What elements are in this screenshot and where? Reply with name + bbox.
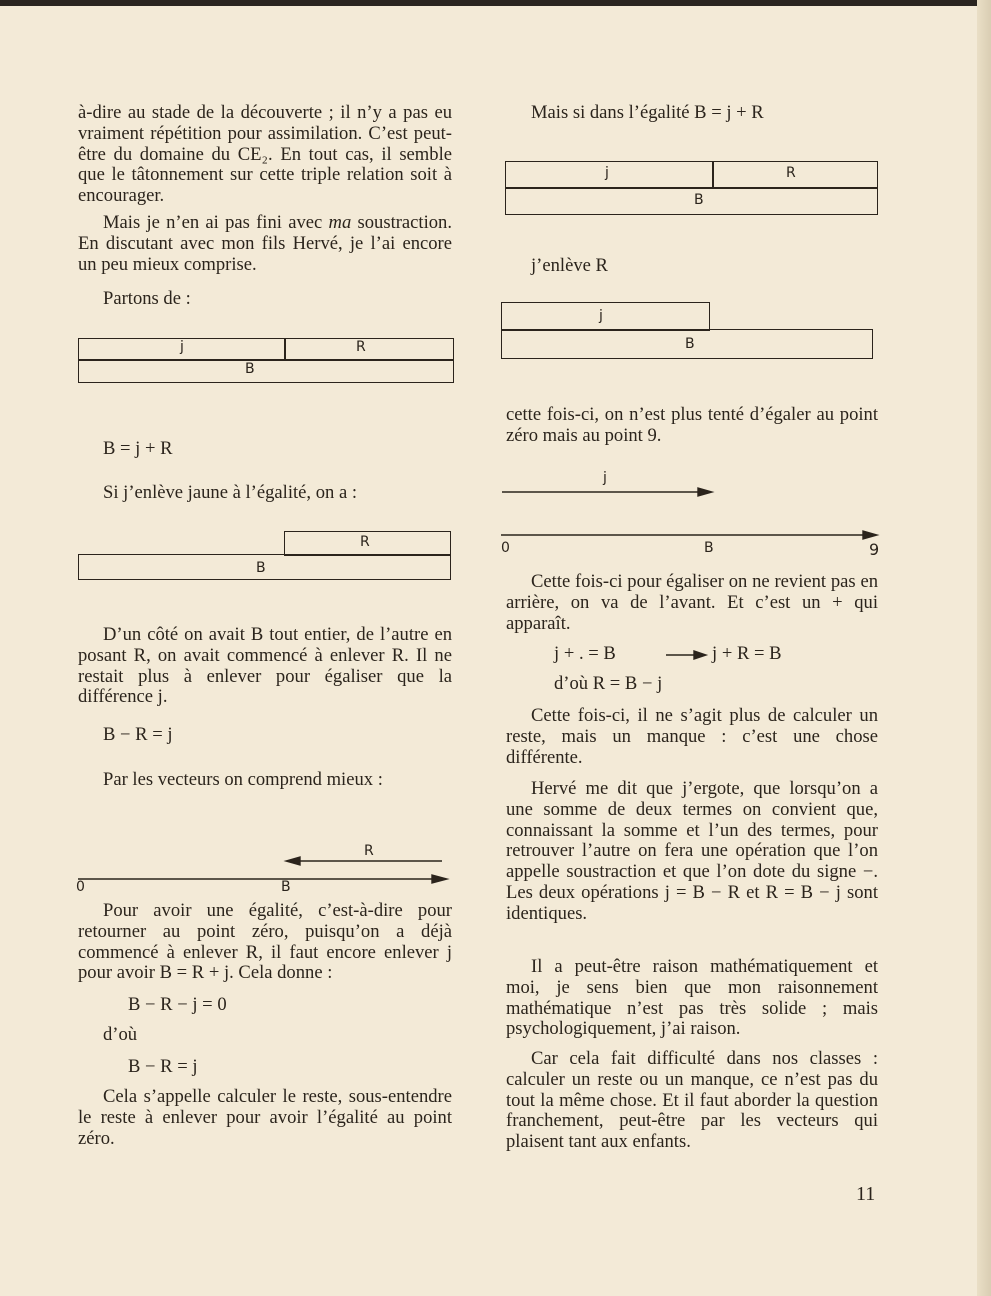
- axis-right-B: B: [704, 540, 714, 556]
- axis-right-arrowhead: [863, 531, 877, 539]
- label-R: R: [356, 339, 366, 355]
- left-paragraph-7: Pour avoir une égalité, c’est-à-dire pour retourner au point zéro, puisqu’on a déjà commencé à enlever R, il faut encore enlever j pour avoir B = R + j. Cela donne :: [78, 900, 452, 984]
- axis-left-zero: 0: [76, 879, 85, 895]
- left-paragraph-4: Si j’enlève jaune à l’égalité, on a :: [103, 482, 358, 503]
- right-paragraph-8: Car cela fait difficulté dans nos classes : calculer un reste ou un manque, ce n’est pas du tout la même chose. Et il faut aborder la question franchement, peut-être par les vecteurs qui plaisent tant aux enfants.: [506, 1048, 878, 1153]
- left-paragraph-2a: Mais je n’en ai pas fini avec: [103, 212, 329, 233]
- label-j-4: j: [599, 308, 603, 324]
- right-paragraph-2: j’enlève R: [531, 255, 608, 276]
- right-paragraph-7: Il a peut-être raison mathématiquement et moi, je sens bien que mon raisonnement mathématique n’est pas très solide ; mais psychologiquement, j’ai raison.: [506, 956, 878, 1040]
- left-equation-1: B = j + R: [103, 438, 173, 459]
- left-equation-3: B − R − j = 0: [128, 994, 227, 1015]
- label-j-3: j: [605, 165, 609, 181]
- label-B-2: B: [256, 560, 266, 576]
- vector-label-j: j: [603, 470, 607, 486]
- axis-left-B: B: [281, 879, 291, 895]
- axis-left-arrowhead: [432, 875, 447, 883]
- left-paragraph-2b: soustraction. En discutant avec mon fils Hervé, je l’ai encore un peu mieux comprise.: [78, 212, 453, 275]
- left-paragraph-6: Par les vecteurs on comprend mieux :: [103, 769, 383, 790]
- left-equation-4: B − R = j: [128, 1056, 198, 1077]
- vector-j-arrowhead: [698, 488, 712, 496]
- axis-right-zero: 0: [501, 540, 510, 556]
- left-paragraph-3: Partons de :: [103, 288, 191, 309]
- right-equation-1a: j + . = B: [554, 643, 616, 664]
- left-paragraph-8: Cela s’appelle calculer le reste, sous-entendre le reste à enlever pour avoir l’égalité au point zéro.: [78, 1086, 452, 1149]
- label-j: j: [180, 339, 184, 355]
- left-paragraph-5: D’un côté on avait B tout entier, de l’autre en posant R, on avait commencé à enlever R. Il ne restait plus à enlever pour égaliser que la différence j.: [78, 624, 452, 708]
- left-dou: d’où: [103, 1024, 138, 1045]
- page-number: 11: [856, 1183, 876, 1205]
- right-equation-1b: j + R = B: [712, 643, 782, 664]
- label-B: B: [245, 361, 255, 377]
- right-paragraph-6: Hervé me dit que j’ergote, que lorsqu’on a une somme de deux termes on convient que, connaissant la somme et l’un des termes, pour retrouver l’autre on fera une opération que l’on appelle soustraction et que l’on dote du signe −. Les deux opérations j = B − R et R = B − j sont identiques.: [506, 778, 878, 924]
- left-paragraph-2-emphasis: ma: [328, 212, 352, 233]
- right-equation-2: d’où R = B − j: [554, 673, 663, 694]
- label-R-3: R: [786, 165, 796, 181]
- right-paragraph-1: Mais si dans l’égalité B = j + R: [531, 102, 764, 123]
- left-equation-2: B − R = j: [103, 724, 173, 745]
- label-B-3: B: [694, 192, 704, 208]
- label-R-2: R: [360, 534, 370, 550]
- right-paragraph-3: cette fois-ci, on n’est plus tenté d’égaler au point zéro mais au point 9.: [506, 404, 878, 446]
- vector-R-arrowhead: [286, 857, 300, 865]
- right-paragraph-5: Cette fois-ci, il ne s’agit plus de calculer un reste, mais un manque : c’est une chose différente.: [506, 705, 878, 768]
- left-paragraph-1: à-dire au stade de la découverte ; il n’y a pas eu vraiment répétition pour assimilation. C’est peut-être du domaine du CE₂. En tout cas, il semble que le tâtonnement sur cette triple relation soit à encourager.: [78, 102, 452, 207]
- axis-right-nine: 9: [869, 540, 880, 559]
- right-paragraph-4: Cette fois-ci pour égaliser on ne revient pas en arrière, on va de l’avant. Et c’est un + qui apparaît.: [506, 571, 878, 634]
- vector-label-R: R: [364, 843, 374, 859]
- equation-arrow-head: [694, 651, 706, 659]
- label-B-4: B: [685, 336, 695, 352]
